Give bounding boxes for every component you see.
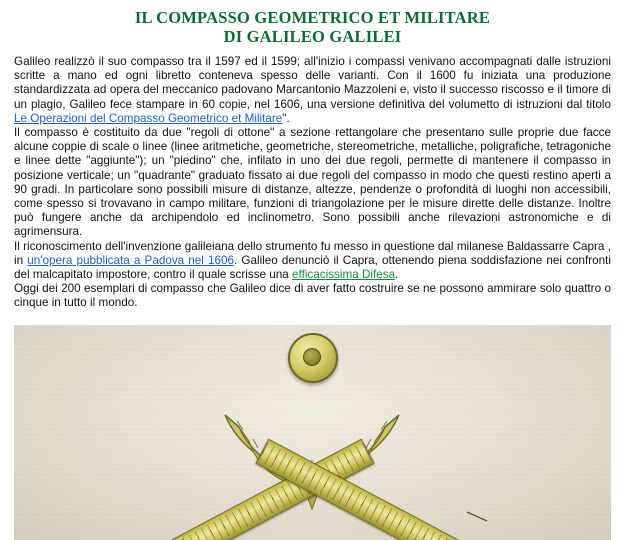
paragraph-2: Il compasso è costituito da due "regoli di ottone" a sezione rettangolare che presentano sulle proprie due facce alcune coppie di scale o linee (linee aritmetiche, geometriche, stereometriche, metalliche, poligrafiche, tetragoniche e linee dette "aggiunte"); un "piedino" che, infilato in uno dei due regoli, permette di mantenere il compasso in posizione verticale; un "quadrante" graduato fissato ai due regoli del compasso in modo che questi restino aperti a 90 gradi. In particolare sono possibili misure di distanze, altezze, pendenze o profondità di luoghi non accessibili, come spesso si trovavano in campo militare, funzioni di triangolazione per le misure dirette delle distanze. Inoltre può fungere anche da archipendolo ed inclinometro. Sono possibili anche rilevazioni astronomiche e di agrimensura. [14, 126, 611, 239]
paragraph-1: Galileo realizzò il suo compasso tra il 1597 ed il 1599; all'inizio i compassi venivano accompagnati dalle istruzioni scritte a mano ed ogni libretto conteneva spesso delle varianti. Con il 1600 fu iniziata una produzione standardizzata ad opera del meccanico padovano Marcantonio Mazzoleni e, visto il successo riscosso e il timore di un plagio, Galileo fece stampare in 60 copie, nel 1606, una versione definitiva del volumetto di istruzioni dal titolo Le Operazioni del Compasso Geometrico et Militare". [14, 55, 611, 125]
paragraph-4: Oggi dei 200 esemplari di compasso che Galileo dice di aver fatto costruire se ne possono ammirare solo quattro o cinque in tutto il mondo. [14, 282, 611, 310]
title-line-2: DI GALILEO GALILEI [223, 27, 402, 46]
page-title [14, 0, 611, 46]
compass-figure [14, 325, 611, 540]
compass-pivot-hinge [288, 333, 338, 383]
title-line-1: IL COMPASSO GEOMETRICO ET MILITARE [134, 8, 491, 27]
paragraph-3: Il riconoscimento dell'invenzione galileiana dello strumento fu messo in questione dal milanese Baldassarre Capra , in un'opera pubblicata a Padova nel 1606. Galileo denunciò il Capra, ottenendo piena soddisfazione nei confronti del malcapitato impostore, contro il quale scrisse una efficacissima Difesa. [14, 239, 611, 282]
inline-link-p3-3[interactable]: efficacissima Difesa [292, 268, 396, 282]
article-body [14, 55, 611, 311]
inline-link-p1-1[interactable]: Le Operazioni del Compasso Geometrico et Militare [14, 111, 283, 125]
inline-link-p3-1[interactable]: un'opera pubblicata a Padova nel 1606 [27, 253, 235, 267]
figure-pointer-mark [465, 510, 491, 524]
